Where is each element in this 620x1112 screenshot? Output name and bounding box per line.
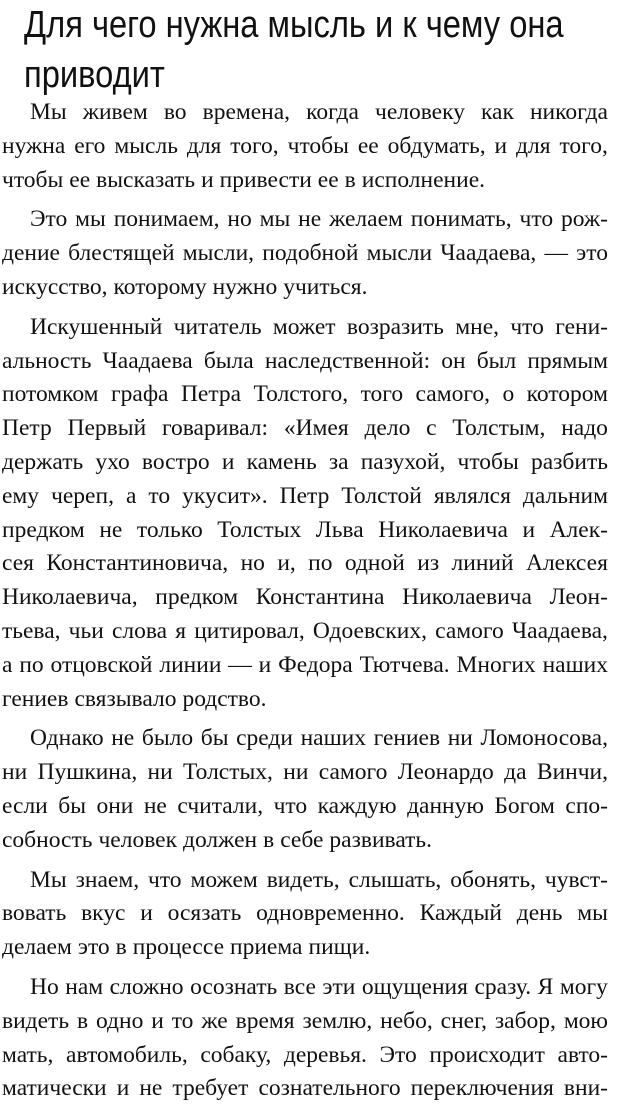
text-line (2, 971, 608, 1005)
word: процессе (132, 934, 225, 961)
word: вкус (81, 900, 126, 927)
word: что (519, 206, 554, 233)
word: чтобы (287, 132, 349, 159)
word: самого, (415, 381, 490, 408)
word: что (148, 866, 182, 893)
word: Чаадаева, (511, 617, 608, 644)
word: деревья. (283, 1041, 367, 1068)
word: сложно (109, 973, 184, 1000)
word: землю, (302, 1007, 373, 1034)
word: забор, (494, 1007, 556, 1034)
word: человеку (375, 99, 465, 125)
word: котором (526, 381, 608, 408)
word: Алек- (549, 516, 608, 543)
word: Многих (456, 651, 536, 678)
word: себе (280, 826, 324, 853)
word: его (74, 132, 106, 159)
word: он (441, 347, 466, 374)
word: по (19, 651, 44, 678)
word: Льва (315, 516, 364, 543)
word: наших (542, 651, 608, 678)
text-line (2, 581, 608, 615)
text-line (2, 824, 608, 858)
word: ни (283, 759, 309, 786)
word: связывало (74, 685, 177, 712)
word: по (308, 550, 333, 577)
paragraph (2, 971, 608, 1106)
word: живем (82, 99, 148, 125)
word: чтобы (2, 166, 64, 193)
word: гениев (2, 685, 69, 712)
word: Пушкина, (37, 759, 138, 786)
chapter-title-line: Для чего нужна мысль и к чему она (24, 4, 564, 46)
word: чьи (68, 617, 104, 644)
paragraph (2, 96, 608, 197)
word: самого (435, 617, 504, 644)
word: день (516, 900, 563, 927)
word: понимать, (410, 206, 512, 233)
chapter-title-line: приводит (24, 54, 165, 96)
word: я (175, 617, 187, 644)
word: высказать (96, 166, 196, 193)
word: пазухой, (360, 448, 446, 475)
word: ни (147, 759, 173, 786)
word: вовать (2, 900, 67, 927)
word: ему (2, 482, 40, 509)
text-line (2, 203, 608, 237)
word: приема (230, 934, 303, 961)
word: держать (2, 448, 84, 475)
word: учиться. (283, 273, 368, 300)
text-line (2, 1072, 608, 1106)
word: и (201, 166, 214, 193)
word: предком (2, 516, 85, 543)
text-line (2, 683, 608, 717)
word: не (111, 725, 135, 752)
word: блестящей (68, 240, 175, 267)
word: самого (318, 759, 388, 786)
word: мы (577, 900, 608, 927)
word: каждую (317, 792, 397, 819)
word: для (186, 132, 222, 159)
word: исполнение. (361, 166, 485, 193)
word: бы (200, 725, 229, 752)
text-line (2, 311, 608, 345)
word: осязать (167, 900, 242, 927)
word: Ломоносова, (480, 725, 608, 752)
word: а (2, 651, 13, 678)
word: бы (58, 792, 86, 819)
word: Искушенный (30, 313, 163, 340)
word: того (360, 381, 404, 408)
word: ни (2, 759, 28, 786)
word: и (522, 516, 536, 543)
word: дение (2, 240, 60, 267)
word: нужна (2, 132, 66, 159)
paragraph (2, 203, 608, 304)
word: для (516, 132, 551, 159)
word: был (476, 347, 517, 374)
word: а (125, 482, 137, 509)
word: было (141, 725, 194, 752)
word: можем (190, 866, 258, 893)
word: линий (451, 550, 514, 577)
word: дальним (522, 482, 608, 509)
text-line (2, 237, 608, 271)
word: в (76, 1007, 89, 1034)
word: матически (2, 1075, 107, 1102)
word: во (163, 99, 187, 125)
word: которому (113, 273, 207, 300)
word: авто- (557, 1041, 608, 1068)
text-line (2, 615, 608, 649)
word: укусит». (182, 482, 268, 509)
word: только (136, 516, 203, 543)
word: мою (563, 1007, 608, 1034)
word: альность (2, 347, 92, 374)
text-line (2, 164, 608, 198)
word: слышать, (348, 866, 442, 893)
text-line (2, 446, 608, 480)
text-line (2, 1005, 608, 1039)
word: цитировал, (194, 617, 305, 644)
word: предком (155, 584, 239, 611)
word: Толстых, (183, 759, 273, 786)
word: Мы (30, 866, 67, 893)
word: Федора (278, 651, 353, 678)
word: делаем (2, 934, 72, 961)
word: небо, (380, 1007, 433, 1034)
word: времена, (202, 99, 291, 125)
word: нужно (212, 273, 278, 300)
word: время (235, 1007, 295, 1034)
chapter-title (24, 0, 564, 100)
word: происходит (429, 1041, 545, 1068)
word: вни- (563, 1075, 608, 1102)
word: что (510, 313, 544, 340)
word: наших (300, 725, 367, 752)
word: спо- (565, 792, 608, 819)
text-line (2, 790, 608, 824)
word: сознательного (258, 1075, 401, 1102)
word: собаку, (200, 1041, 272, 1068)
word: ее (357, 132, 379, 159)
word: была (203, 347, 254, 374)
word: мать, (2, 1041, 54, 1068)
word: автомобиль, (66, 1041, 188, 1068)
text-line (2, 514, 608, 548)
word: — (228, 651, 252, 678)
word: все (283, 973, 316, 1000)
paragraph (2, 722, 608, 857)
word: Однако (30, 725, 104, 752)
word: потомком (2, 381, 99, 408)
text-line (2, 378, 608, 412)
text-line (2, 649, 608, 683)
word: желаем (329, 206, 403, 233)
word: Петр (279, 482, 330, 509)
word: Константиновича, (46, 550, 229, 577)
word: ни (447, 725, 473, 752)
word: это (576, 240, 608, 267)
word: родство. (182, 685, 267, 712)
word: надо (561, 415, 608, 442)
word: Петр (2, 415, 52, 442)
paragraph (2, 311, 608, 717)
word: и (116, 1075, 130, 1102)
word: линии (159, 651, 222, 678)
word: пищи. (308, 934, 371, 961)
word: они (96, 792, 134, 819)
word: Чаадаева (102, 347, 193, 374)
word: человек (98, 826, 178, 853)
word: то (148, 482, 171, 509)
word: развивать. (329, 826, 433, 853)
word: переключения (410, 1075, 554, 1102)
word: одно (95, 1007, 144, 1034)
word: Толстым, (452, 415, 546, 442)
word: Николаевича (402, 584, 532, 611)
word: с (426, 415, 437, 442)
word: гени- (555, 313, 608, 340)
word: читатель (173, 313, 262, 340)
word: в (263, 826, 275, 853)
word: и (221, 448, 235, 475)
word: что (273, 792, 308, 819)
word: мы (75, 206, 106, 233)
word: ее (69, 166, 91, 193)
word: считали, (177, 792, 264, 819)
word: Толстого, (253, 381, 349, 408)
word: мне, (455, 313, 500, 340)
word: снег, (440, 1007, 487, 1034)
text-line (2, 931, 608, 965)
word: Леонардо (397, 759, 494, 786)
word: нам (65, 973, 104, 1000)
word: чувст- (544, 866, 608, 893)
word: за (328, 448, 349, 475)
word: Чаадаева, (440, 240, 537, 267)
word: Богом (494, 792, 555, 819)
word: привести (219, 166, 312, 193)
chapter-body (2, 96, 608, 1112)
word: Толстой (341, 482, 422, 509)
word: если (2, 792, 48, 819)
word: когда (306, 99, 359, 125)
word: в (115, 934, 127, 961)
word: разбить (530, 448, 608, 475)
word: о (502, 381, 515, 408)
word: мысли (366, 240, 433, 267)
word: ее (317, 166, 339, 193)
word: подобной (262, 240, 359, 267)
text-line (2, 96, 608, 130)
word: Леон- (549, 584, 608, 611)
word: обонять, (450, 866, 536, 893)
word: одновременно. (256, 900, 405, 927)
word: Алексея (525, 550, 608, 577)
word: гениев (373, 725, 441, 752)
word: рож- (560, 206, 608, 233)
word: Николаевича (378, 516, 508, 543)
word: в (344, 166, 356, 193)
text-line (2, 480, 608, 514)
text-line (2, 756, 608, 790)
word: собность (2, 826, 93, 853)
word: говаривал: (161, 415, 268, 442)
word: осознать (190, 973, 278, 1000)
text-line (2, 722, 608, 756)
word: знаем, (75, 866, 140, 893)
word: чтобы (457, 448, 519, 475)
word: эти (322, 973, 356, 1000)
word: сея (2, 550, 34, 577)
word: видеть (2, 1007, 70, 1034)
word: камень (246, 448, 317, 475)
text-line (2, 412, 608, 446)
word: не (143, 792, 167, 819)
word: Каждый (419, 900, 502, 927)
word: одной (344, 550, 405, 577)
word: требует (172, 1075, 249, 1102)
word: того, (230, 132, 279, 159)
word: дело (364, 415, 411, 442)
word: могу (559, 973, 608, 1000)
word: не (298, 206, 322, 233)
word: сразу. (474, 973, 532, 1000)
word: из (417, 550, 440, 577)
word: и, (277, 550, 296, 577)
word: Я (537, 973, 554, 1000)
word: и (494, 132, 508, 159)
word: это (77, 934, 110, 961)
word: наследственной: (264, 347, 431, 374)
word: как (481, 99, 514, 125)
word: Но (30, 973, 59, 1000)
word: то (171, 1007, 194, 1034)
word: Винчи, (536, 759, 608, 786)
word: Первый (67, 415, 147, 442)
word: и (140, 900, 153, 927)
word: слова (111, 617, 168, 644)
word: обдумать, (387, 132, 486, 159)
text-line (2, 1039, 608, 1073)
word: мысль (114, 132, 178, 159)
word: же (201, 1007, 228, 1034)
word: ощущения (361, 973, 468, 1000)
word: и (258, 651, 272, 678)
word: графа (111, 381, 169, 408)
word: — (544, 240, 568, 267)
word: Одоевских, (312, 617, 427, 644)
word: но (227, 206, 252, 233)
word: востро (141, 448, 210, 475)
paragraph (2, 864, 608, 965)
word: не (139, 1075, 163, 1102)
word: Николаевича, (2, 584, 138, 611)
word: видеть, (266, 866, 340, 893)
word: понимаем, (113, 206, 220, 233)
word: данную (407, 792, 484, 819)
word: прямым (527, 347, 608, 374)
word: Константина (255, 584, 385, 611)
word: среди (236, 725, 293, 752)
word: возразить (346, 313, 444, 340)
word: череп, (51, 482, 114, 509)
word: отцовской (50, 651, 153, 678)
text-line (2, 130, 608, 164)
word: Это (379, 1041, 417, 1068)
word: Это (30, 206, 68, 233)
word: Петра (180, 381, 242, 408)
word: мы (259, 206, 291, 233)
text-line (2, 271, 608, 305)
word: Тютчева. (359, 651, 450, 678)
word: Толстых (217, 516, 302, 543)
text-line (2, 345, 608, 379)
word: может (272, 313, 336, 340)
word: мысли, (182, 240, 255, 267)
word: тьева, (2, 617, 61, 644)
word: и (151, 1007, 164, 1034)
word: должен (183, 826, 258, 853)
word: не (99, 516, 123, 543)
word: Мы (30, 99, 67, 125)
text-line (2, 897, 608, 931)
word: но (240, 550, 265, 577)
word: являлся (433, 482, 511, 509)
text-line (2, 864, 608, 898)
word: ухо (95, 448, 130, 475)
word: никогда (529, 99, 608, 125)
word: «Имея (283, 415, 349, 442)
word: да (504, 759, 527, 786)
text-line (2, 547, 608, 581)
word: искусство, (2, 273, 108, 300)
word: того, (559, 132, 608, 159)
